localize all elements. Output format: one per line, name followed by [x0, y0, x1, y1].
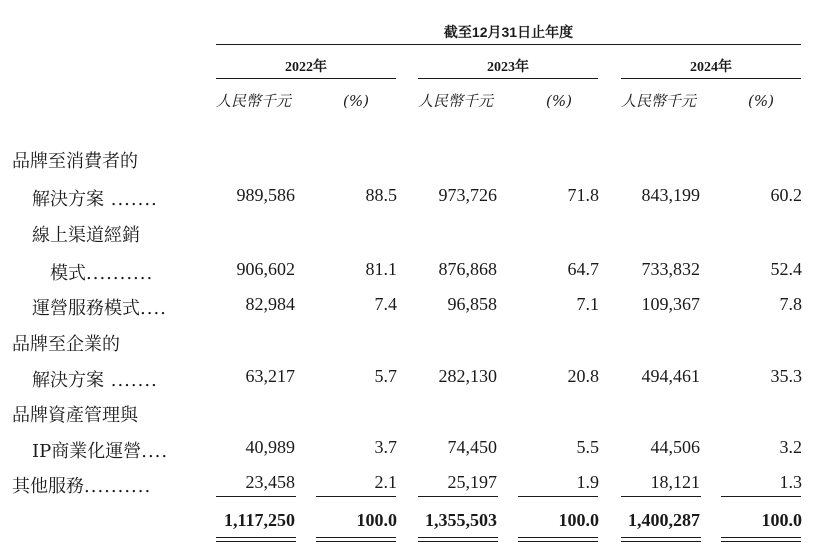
row-label: 品牌至消費者的	[12, 151, 138, 172]
value-cell: 63,217	[245, 366, 295, 386]
percent-label-2024: (%)	[748, 92, 774, 110]
value-cell: 82,984	[245, 294, 295, 314]
value-cell: 44,506	[650, 437, 700, 457]
value-cell: 876,868	[438, 259, 497, 279]
year-rule-2024	[621, 78, 801, 79]
value-cell: 25,197	[447, 472, 497, 492]
value-cell: 64.7	[567, 259, 599, 279]
value-cell: 5.7	[374, 366, 397, 386]
total-rule	[316, 541, 396, 542]
year-2022: 2022年	[285, 60, 327, 75]
subtotal-rule	[518, 496, 598, 497]
value-cell: 96,858	[447, 294, 497, 314]
value-cell: 18,121	[650, 472, 700, 492]
total-rule	[621, 537, 701, 538]
row-label: 品牌資產管理與	[12, 405, 138, 426]
value-cell: 494,461	[641, 366, 700, 386]
subtotal-rule	[418, 496, 498, 497]
year-2024: 2024年	[690, 60, 732, 75]
subtotal-rule	[216, 496, 296, 497]
value-cell: 81.1	[365, 259, 397, 279]
total-cell: 100.0	[558, 510, 599, 530]
value-cell: 2.1	[374, 472, 397, 492]
value-cell: 733,832	[641, 259, 700, 279]
row-label: 解決方案 .......	[32, 370, 158, 391]
value-cell: 973,726	[438, 185, 497, 205]
total-rule	[216, 541, 296, 542]
row-label: 解決方案 .......	[32, 189, 158, 210]
value-cell: 7.4	[374, 294, 397, 314]
value-cell: 23,458	[245, 472, 295, 492]
unit-label-2022: 人民幣千元	[216, 92, 292, 110]
total-cell: 1,400,287	[628, 510, 700, 530]
value-cell: 52.4	[770, 259, 802, 279]
unit-label-2024: 人民幣千元	[621, 92, 697, 110]
total-cell: 100.0	[761, 510, 802, 530]
value-cell: 3.7	[374, 437, 397, 457]
value-cell: 1.9	[576, 472, 599, 492]
value-cell: 843,199	[641, 185, 700, 205]
total-cell: 1,355,503	[425, 510, 497, 530]
row-label: IP商業化運營....	[32, 441, 169, 462]
year-2023: 2023年	[487, 60, 529, 75]
value-cell: 3.2	[779, 437, 802, 457]
total-rule	[518, 537, 598, 538]
unit-label-2023: 人民幣千元	[418, 92, 494, 110]
value-cell: 35.3	[770, 366, 802, 386]
total-cell: 100.0	[356, 510, 397, 530]
total-rule	[418, 537, 498, 538]
value-cell: 7.8	[779, 294, 802, 314]
period-header: 截至12月31日止年度	[443, 24, 574, 40]
value-cell: 20.8	[567, 366, 599, 386]
total-rule	[621, 541, 701, 542]
year-rule-2022	[216, 78, 396, 79]
value-cell: 60.2	[770, 185, 802, 205]
value-cell: 7.1	[576, 294, 599, 314]
year-rule-2023	[418, 78, 598, 79]
value-cell: 88.5	[365, 185, 397, 205]
subtotal-rule	[316, 496, 396, 497]
value-cell: 1.3	[779, 472, 802, 492]
row-label: 模式..........	[50, 263, 154, 284]
value-cell: 906,602	[236, 259, 295, 279]
subtotal-rule	[721, 496, 801, 497]
total-rule	[418, 541, 498, 542]
value-cell: 40,989	[245, 437, 295, 457]
value-cell: 989,586	[236, 185, 295, 205]
period-rule	[216, 44, 801, 45]
row-label: 運營服務模式....	[32, 298, 167, 319]
row-label: 品牌至企業的	[12, 334, 120, 355]
total-rule	[518, 541, 598, 542]
total-rule	[721, 541, 801, 542]
value-cell: 5.5	[576, 437, 599, 457]
percent-label-2023: (%)	[546, 92, 572, 110]
total-cell: 1,117,250	[223, 510, 295, 530]
total-rule	[316, 537, 396, 538]
percent-label-2022: (%)	[343, 92, 369, 110]
value-cell: 74,450	[447, 437, 497, 457]
row-label: 其他服務..........	[12, 476, 152, 497]
total-rule	[721, 537, 801, 538]
total-rule	[216, 537, 296, 538]
value-cell: 109,367	[641, 294, 700, 314]
row-label: 線上渠道經銷	[32, 225, 140, 246]
subtotal-rule	[621, 496, 701, 497]
value-cell: 71.8	[567, 185, 599, 205]
value-cell: 282,130	[438, 366, 497, 386]
